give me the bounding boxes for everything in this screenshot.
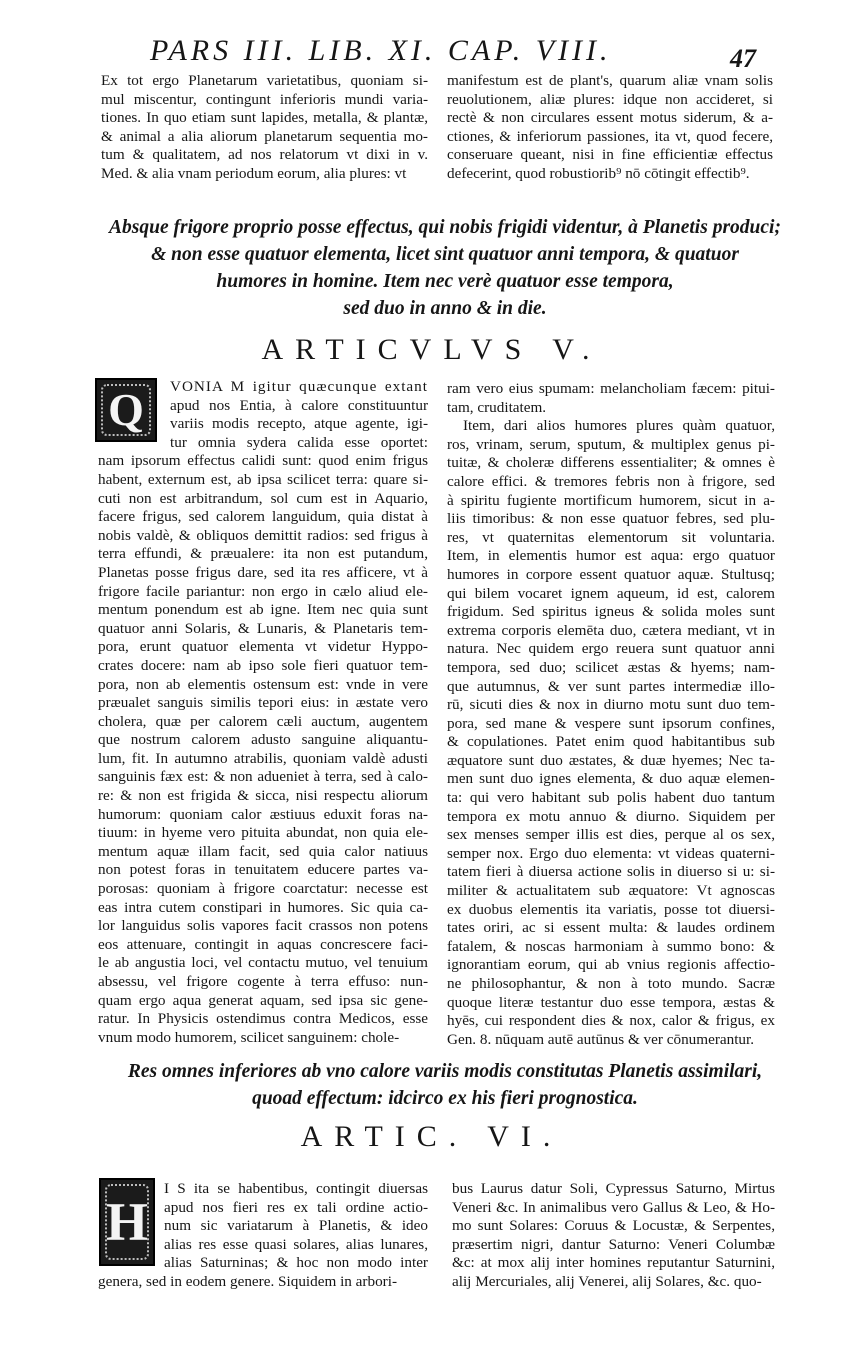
text-line: ctiones, & inferiorum passiones, ita vt, quod fecere,: [447, 127, 773, 145]
text-line: facere frigus, sed calorem languidum, quia distat à: [98, 508, 428, 526]
text-line: eas intra cutem constipari in humores. Sic quia ca-: [98, 898, 428, 916]
text-line: sanguinis fæx est: & non adueniet à terra, sed à calo-: [98, 768, 428, 786]
text-line: tates oriri, ac si essent multa: & laudes ordinem: [447, 919, 775, 937]
text-line: hyēs, cui respondent dies & nox, calor & frigus, ex: [447, 1012, 775, 1030]
text-line: alij Mercuriales, alij Venerei, alij Solares, &c. quo-: [452, 1272, 762, 1290]
text-line: reuolutionem, aliæ plures: idque non accideret, si: [447, 90, 773, 108]
text-line: humorum: quoniam calor æstiuus eduxit foras na-: [98, 805, 428, 823]
text-line: rū, sicuti dies & nox in diurno motu sunt duo tem-: [447, 696, 775, 714]
text-line: men sunt duo ignes elementa, & duo aquæ elemen-: [447, 770, 775, 788]
text-line: à spiritu fugiente mortificum humorem, sicut in a-: [447, 491, 775, 509]
page-number: 47: [730, 44, 756, 73]
initial-letter: Q: [108, 384, 144, 435]
text-line: mentum ponendum est ab igne. Item nec quia sunt: [98, 601, 428, 619]
text-line: tempora, sed duo; scilicet æstas & hyems; nam-: [447, 658, 775, 676]
running-head: PARS III. LIB. XI. CAP. VIII.: [150, 34, 612, 67]
text-line: Item, dari alios humores plures quàm quatuor,: [463, 417, 775, 435]
text-line: mentum aquæ illam facit, sed quia calor natiuus: [98, 842, 428, 860]
text-line: cuti non est arbitrandum, sol cum est in Aquario,: [98, 489, 428, 507]
text-line: habent, externum est, ab ipsa scilicet terra: quare si-: [98, 470, 428, 488]
text-line: liis timoribus: & non esse quatuor febres, sed plu-: [447, 510, 775, 528]
article-vi-title: ARTIC. VI.: [300, 1120, 563, 1153]
text-line: terra effundi, & præualere: ita non est putandum,: [98, 545, 428, 563]
text-line: VONIA M igitur quæcunque extant: [170, 378, 428, 395]
top-text-left-column: [101, 72, 428, 184]
text-line: humores in corpore essent quatuor aquæ. Stultusq;: [447, 565, 775, 583]
text-line: vnum modo humorem, scilicet sanguinem: chole-: [98, 1028, 400, 1046]
text-line: & animal a alia aliorum planetarum sequentia mo-: [101, 127, 428, 145]
text-line: rectè & non circulares essent motus siderum, & a-: [447, 109, 773, 127]
text-line: præsertim nigri, dantur Saturno: Veneri Columbæ: [452, 1235, 775, 1253]
text-line: tur omnia sydera calida esse oportet:: [170, 433, 428, 451]
text-line: Planetas posse frigus dare, sed ita res afficere, vt à: [98, 563, 428, 581]
text-line: non potest foras in tenuitatem educere partes va-: [98, 861, 428, 879]
text-line: Item, in elementis humor est aqua: ergo quatuor: [447, 547, 775, 565]
heading-line: humores in homine. Item nec verè quatuor esse tempora,: [216, 271, 674, 292]
text-line: cholera, quæ per calorem cæli auctum, augentem: [98, 712, 428, 730]
text-line: conseruare queant, nisi in fine efficientiæ effectus: [447, 146, 773, 164]
text-line: pora, non ab elementis ostensum est: vnde in vere: [98, 675, 428, 693]
text-line: nam ipsorum effectus calidi sunt: quod enim frigus: [98, 452, 428, 470]
top-text-right-column: [447, 72, 773, 184]
text-line: manifestum est de plant's, quarum aliæ vnam solis: [447, 72, 773, 89]
text-line: calore effici. & tremores febris non à frigore, sed: [447, 472, 775, 490]
section-v-summary-heading: [95, 214, 795, 322]
heading-line: sed duo in anno & in die.: [343, 298, 547, 319]
text-line: extrema corporis elemēta duo, cætera mediant, vt in: [447, 621, 775, 639]
text-line: & copulationes. Patet enim quod habitantibus sub: [447, 733, 775, 751]
text-line: crates docere: nam ab ipso sole fieri quatuor tem-: [98, 656, 428, 674]
text-line: apud nos Entia, à calore constituuntur: [170, 396, 428, 414]
article-v-left-column: [98, 378, 428, 1047]
text-line: natura. Nec quidem ergo reuera sunt quatuor anni: [447, 640, 775, 658]
text-line: I S ita se habentibus, contingit diuersas: [164, 1180, 428, 1197]
text-line: Ex tot ergo Planetarum varietatibus, quoniam si-: [101, 72, 428, 89]
text-line: defecerint, quod robustiorib⁹ nō cōtingit effectib⁹.: [447, 164, 750, 182]
article-v-right-column: [447, 380, 775, 1049]
text-line: ratur. In Physicis ostendimus contra Medicos, esse: [98, 1010, 428, 1028]
text-line: tuitæ, & choleræ differens essentialiter; & omnes è: [447, 454, 775, 472]
text-line: tempora ex motu annuo & diurno. Siquidem per: [447, 807, 775, 825]
heading-line: & non esse quatuor elementa, licet sint quatuor anni tempora, & quatuor: [151, 244, 739, 265]
text-line: apud nos fieri res ex tali ordine actio-: [164, 1198, 428, 1216]
initial-letter: H: [105, 1192, 148, 1252]
text-line: frigore facile pariantur: non ergo in cælo aliud ele-: [98, 582, 428, 600]
text-line: ta: qui vero habitant sub polis habent duo tantum: [447, 789, 775, 807]
text-line: pora, erunt quatuor elementa vt videtur Hyppo-: [98, 638, 428, 656]
article-vi-left-column: [98, 1180, 428, 1292]
text-line: ram vero eius spumam: melancholiam fæcem: pitui-: [447, 380, 775, 397]
text-line: lum, fit. In autumno atrabilis, quoniam valdè adusti: [98, 749, 428, 767]
text-line: que autumnus, & ver sunt partes intermediæ illo-: [447, 677, 775, 695]
text-line: æquatore sunt duo æstates, & duæ hyemes; Nec ta-: [447, 751, 775, 769]
text-line: sex menses semper illis est dies, perque al os sex,: [447, 826, 775, 844]
text-line: ignorantiam eorum, qui ab vnius regionis affectio-: [447, 956, 775, 974]
text-line: qui bilem vocaret ignem aqueum, id est, calorem: [447, 584, 775, 602]
heading-line: Res omnes inferiores ab vno calore variis modis constitutas Planetis assimilari,: [127, 1061, 763, 1082]
heading-line: Absque frigore proprio posse effectus, qui nobis frigidi videntur, à Planetis produci;: [109, 217, 781, 238]
text-line: tatem fieri à diuersa actione solis in diuerso si u: si-: [447, 863, 775, 881]
text-line: fatalem, & noscas harmoniam à summo bono: &: [447, 937, 775, 955]
text-line: res, vt quaternitas elementorum sit voluntaria.: [447, 528, 775, 546]
text-line: re: & non est frigida & sicca, nisi respectu aliorum: [98, 787, 428, 805]
text-line: tum & qualitatem, ad nos relatorum vt dixi in v.: [101, 146, 428, 164]
text-line: semper nox. Ergo duo elementa: vt videas quaterni-: [447, 844, 775, 862]
text-line: pora, sed mane & vespere sunt ipsorum confines,: [447, 714, 775, 732]
text-line: eos attenuare, contingit in aquas concrescere faci-: [98, 935, 428, 953]
article-v-title: ARTICVLVS V.: [261, 333, 602, 366]
text-line: Gen. 8. nūquam autē autūnus & ver cōnumerantur.: [447, 1030, 755, 1048]
text-line: ros, vrinam, serum, sputum, & multiplex genus pi-: [447, 435, 775, 453]
text-line: &c: at mox alij inter homines reputantur Saturnini,: [452, 1254, 775, 1272]
text-line: tiones. In quo etiam sunt lapides, metalla, & plantæ,: [101, 109, 428, 127]
text-line: porosas: quoniam à frigore coarctatur: necesse est: [98, 880, 428, 898]
text-line: genera, sed in eodem genere. Siquidem in arbori-: [98, 1272, 398, 1290]
article-vi-right-column: [452, 1180, 775, 1292]
text-line: variis modis recepto, atque agente, igi-: [170, 415, 428, 433]
text-line: nobis valdè, & obliquos demittit radios: sed frigus à: [98, 526, 428, 544]
text-line: Med. & alia vnam periodum eorum, alia plures: vt: [101, 164, 407, 182]
text-line: frigidum. Sed spiritus igneus & solida moles sunt: [447, 603, 775, 621]
text-line: que nostrum calorem adusto sanguine aliquantu-: [98, 731, 428, 749]
text-line: bus Laurus datur Soli, Cypressus Saturno, Mirtus: [452, 1180, 775, 1197]
section-vi-summary-heading: [95, 1058, 795, 1112]
text-line: militer & actualitatem sub æquatore: Vt agnoscas: [447, 882, 775, 900]
text-line: tiuum: in hyeme vero pituita abundat, non quia ele-: [98, 824, 428, 842]
text-line: quam ergo aqua generat aquam, sed ipsa sic gene-: [98, 991, 428, 1009]
text-line: le ab angustia loci, vel contactu mutuo, vel tenuium: [98, 954, 428, 972]
text-line: præualet sanguis similis tepori eius: in æstate vero: [98, 694, 428, 712]
heading-line: quoad effectum: idcirco ex his fieri prognostica.: [252, 1088, 638, 1109]
text-line: quatuor anni Solaris, & Lunaris, & Planetaris tem-: [98, 619, 428, 637]
text-line: lor languidus solis vapores facit crassos non potens: [98, 917, 428, 935]
text-line: ex duobus elementis ita variatis, posse tot diuersi-: [447, 900, 775, 918]
text-line: alias res esse quasi solares, alias lunares,: [164, 1235, 428, 1253]
text-line: mul miscentur, contingunt inferioris mundi varia-: [101, 90, 428, 108]
text-line: tam, cruditatem.: [447, 398, 547, 416]
text-line: alias Saturninas; & hoc non modo inter: [164, 1254, 428, 1272]
text-line: mo sunt Solares: Coruus & Locustæ, & Serpentes,: [452, 1217, 775, 1235]
text-line: quoque literæ testantur duo esse tempora, æstas &: [447, 993, 775, 1011]
text-line: absessu, vel frigore cogente à terra effuso: nun-: [98, 973, 428, 990]
text-line: ne philosophantur, & non à toto mundo. Sacræ: [447, 975, 775, 992]
text-line: Veneri &c. In animalibus vero Gallus & Leo, & Ho-: [452, 1198, 775, 1216]
text-line: num sic variatarum à Planetis, & ideo: [164, 1217, 428, 1235]
